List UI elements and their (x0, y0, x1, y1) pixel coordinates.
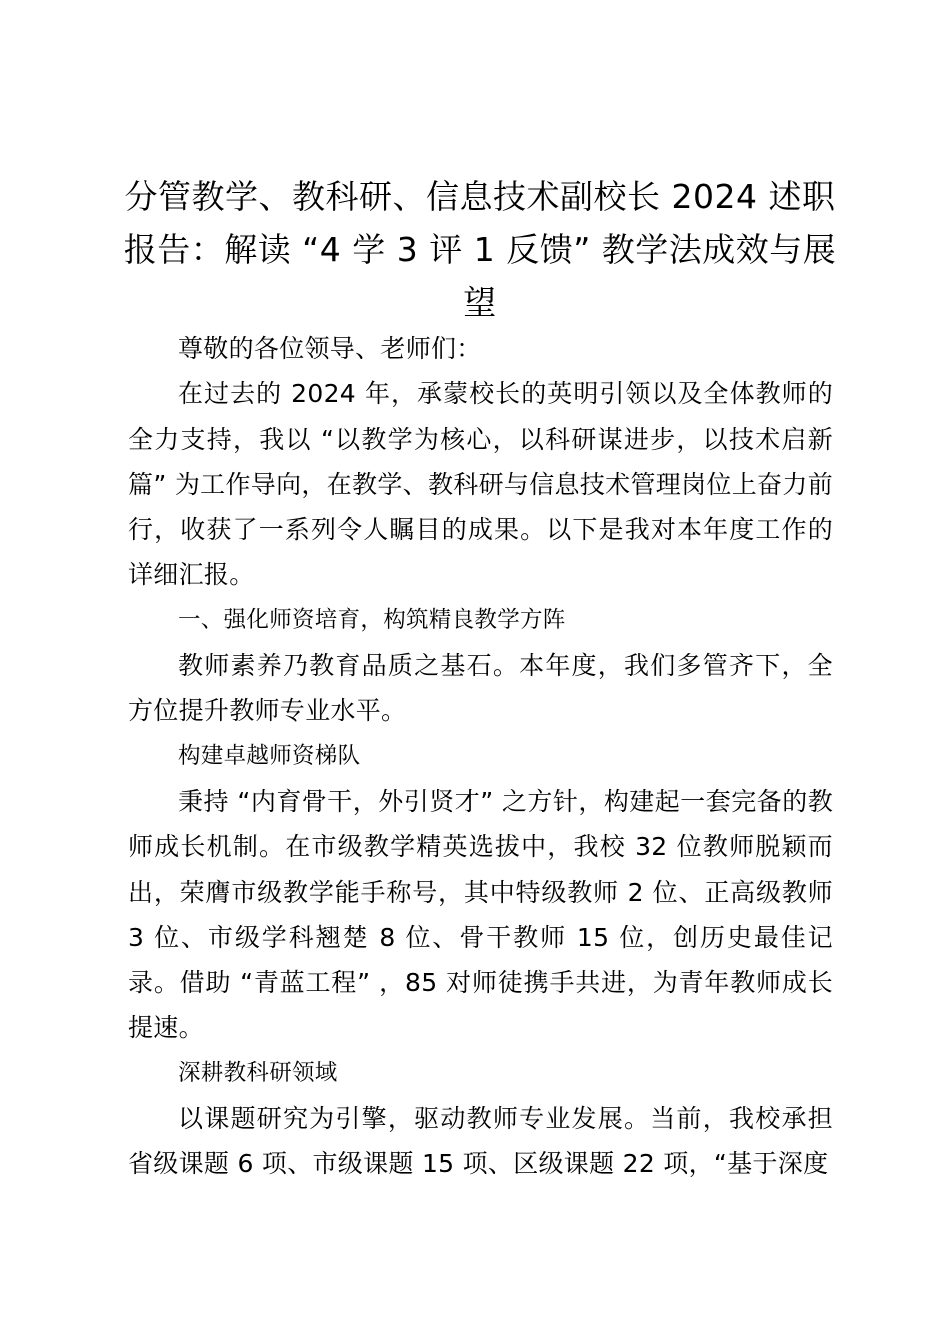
subsection-heading: 构建卓越师资梯队 (178, 742, 361, 769)
subsection-heading: 深耕教科研领域 (178, 1059, 338, 1086)
document-title: 分管教学、教科研、信息技术副校长 2024 述职报告：解读 “4 学 3 评 1 反馈” 教学法成效与展望 (123, 177, 837, 322)
body-paragraph: 教师素养乃教育品质之基石。本年度，我们多管齐下，全方位提升教师专业水平。 (128, 651, 833, 726)
body-paragraph: 以课题研究为引擎，驱动教师专业发展。当前，我校承担省级课题 6 项、市级课题 15 项、区级课题 22 项，“基于深度 (128, 1104, 833, 1179)
section-heading: 一、强化师资培育，构筑精良教学方阵 (178, 606, 566, 633)
document-body (128, 326, 833, 1187)
intro-paragraph: 在过去的 2024 年，承蒙校长的英明引领以及全体教师的全力支持，我以 “以教学为核心，以科研谋进步，以技术启新篇” 为工作导向，在教学、教科研与信息技术管理岗位上奋力前行，收获了一系列令人瞩目的成果。以下是我对本年度工作的详细汇报。 (128, 379, 833, 590)
body-paragraph: 秉持 “内育骨干，外引贤才” 之方针，构建起一套完备的教师成长机制。在市级教学精英选拔中，我校 32 位教师脱颖而出，荣膺市级教学能手称号，其中特级教师 2 位、正高级教师 3 位、市级学科翘楚 8 位、骨干教师 15 位，创历史最佳记录。借助 “青蓝工程” ，85 对师徒携手共进，为青年教师成长提速。 (128, 786, 833, 1043)
salutation: 尊敬的各位领导、老师们： (178, 334, 482, 363)
